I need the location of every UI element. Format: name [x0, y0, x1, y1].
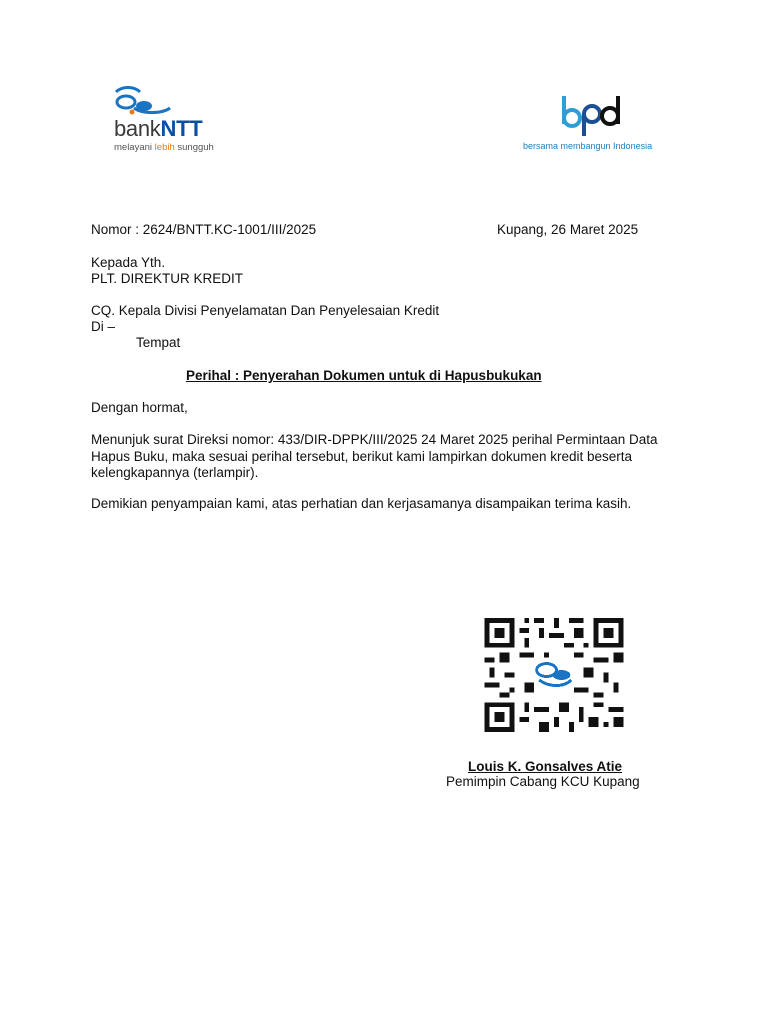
place-date: Kupang, 26 Maret 2025: [497, 222, 639, 237]
tagline-post: sungguh: [174, 142, 214, 153]
brand-prefix: bank: [114, 116, 161, 141]
subject-text: Perihal : Penyerahan Dokumen untuk di Hapusbukukan: [186, 368, 542, 383]
signatory-title: Pemimpin Cabang KCU Kupang: [446, 774, 640, 789]
bankntt-tagline: [114, 142, 214, 153]
body-paragraph-1: Menunjuk surat Direksi nomor: 433/DIR-DPPK/III/2025 24 Maret 2025 perihal Permintaan Data Hapus Buku, maka sesuai perihal tersebut, berikut kami lampirkan dokumen kredit beserta kelengkapannya (terlampir).: [91, 432, 658, 480]
bpd-logo-icon: [556, 94, 626, 138]
cq-line: CQ. Kepala Divisi Penyelamatan Dan Penyelesaian Kredit: [91, 303, 440, 318]
bankntt-wordmark: [114, 117, 202, 141]
subject-heading: [186, 368, 542, 385]
tagline-highlight: lebih: [154, 142, 175, 153]
qr-code-icon: [484, 618, 624, 732]
brand-suffix: NTT: [160, 116, 203, 141]
signatory-name-text: Louis K. Gonsalves Atie: [468, 759, 623, 774]
di-line: Di –: [91, 319, 116, 334]
body-paragraph-2: Demikian penyampaian kami, atas perhatian dan kerjasamanya disampaikan terima kasih.: [91, 496, 632, 511]
letter-number: Nomor : 2624/BNTT.KC-1001/III/2025: [91, 222, 317, 237]
tagline-pre: melayani: [114, 142, 155, 153]
addressee-line2: PLT. DIREKTUR KREDIT: [91, 271, 244, 286]
greeting: Dengan hormat,: [91, 400, 188, 415]
tempat-line: Tempat: [136, 335, 181, 350]
bpd-tagline: bersama membangun Indonesia: [523, 141, 653, 151]
addressee-line1: Kepada Yth.: [91, 255, 166, 270]
